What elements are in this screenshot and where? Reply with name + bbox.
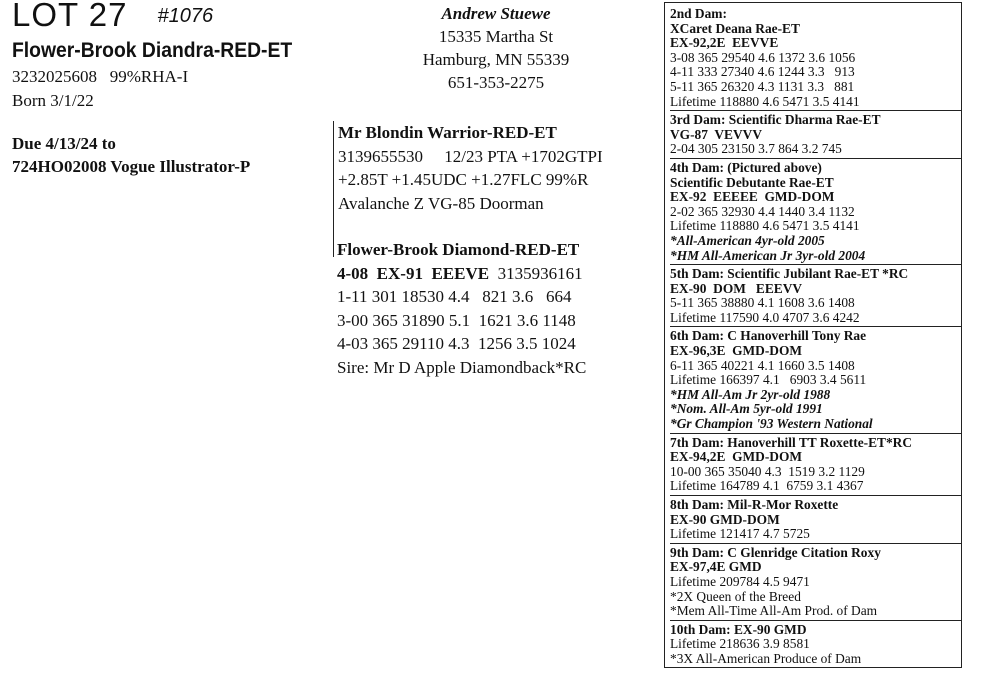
sire-name: Mr Blondin Warrior-RED-ET xyxy=(338,123,557,142)
dam-section xyxy=(670,546,961,621)
sire-line-3: Avalanche Z VG-85 Doorman xyxy=(338,193,544,213)
animal-name: Flower-Brook Diandra-RED-ET xyxy=(12,39,293,62)
dam-section xyxy=(670,436,961,496)
dam-section-title: 8th Dam: Mil-R-Mor Roxette xyxy=(670,497,839,512)
dam-section-line: *Mem All-Time All-Am Prod. of Dam xyxy=(670,603,878,619)
dam-section-title: 2nd Dam: xyxy=(670,6,727,21)
dam-record: 3-00 365 31890 5.1 1621 3.6 1148 xyxy=(337,310,576,330)
dam-section-line: 10-00 365 35040 4.3 1519 3.2 1129 xyxy=(670,463,865,479)
dam-section-line: EX-96,3E GMD-DOM xyxy=(670,343,803,359)
dam-section-title: 4th Dam: (Pictured above) xyxy=(670,159,822,175)
dam-classification: 4-08 EX-91 EEEVE xyxy=(337,263,490,283)
dam-section-line: 6-11 365 40221 4.1 1660 3.5 1408 xyxy=(670,357,855,373)
dam-section-line: EX-92,2E EEVVE xyxy=(670,35,779,51)
dam-section-line: 2-04 305 23150 3.7 864 3.2 745 xyxy=(670,141,842,157)
due-date: Due 4/13/24 to xyxy=(12,134,116,153)
dam-section-title: 9th Dam: C Glenridge Citation Roxy xyxy=(670,544,881,560)
dam-section xyxy=(670,113,961,159)
dam-section-line: 3-08 365 29540 4.6 1372 3.6 1056 xyxy=(670,49,856,65)
dam-section xyxy=(670,161,961,265)
dam-section-line: Lifetime 118880 4.6 5471 3.5 4141 xyxy=(670,218,860,234)
dam-section-line: *Gr Champion '93 Western National xyxy=(670,416,873,432)
dam-section-line: Lifetime 117590 4.0 4707 3.6 4242 xyxy=(670,309,860,325)
dam-section-line: 5-11 365 26320 4.3 1131 3.3 881 xyxy=(670,78,855,94)
animal-registration: 3232025608 99%RHA-I xyxy=(12,67,189,86)
dam-section-line: *HM All-Am Jr 2yr-old 1988 xyxy=(670,386,831,402)
dam-section xyxy=(670,7,961,111)
dam-section xyxy=(670,623,961,668)
dam-section-line: EX-97,4E GMD xyxy=(670,559,762,575)
dam-block xyxy=(337,238,657,379)
service-sire: 724HO02008 Vogue Illustrator-P xyxy=(12,157,251,176)
dam-section-title: 7th Dam: Hanoverhill TT Roxette-ET*RC xyxy=(670,434,913,450)
consignor-block xyxy=(400,2,592,94)
dam-section-line: Lifetime 121417 4.7 5725 xyxy=(670,526,810,542)
dam-section xyxy=(670,267,961,327)
dam-section-line: Lifetime 164789 4.1 6759 3.1 4367 xyxy=(670,478,864,494)
dam-section-line: *All-American 4yr-old 2005 xyxy=(670,232,825,248)
dam-section-line: EX-94,2E GMD-DOM xyxy=(670,449,803,465)
consignor-name: Andrew Stuewe xyxy=(441,4,551,23)
lot-number: #1076 xyxy=(157,5,214,27)
dam-registration: 3135936161 xyxy=(489,263,583,283)
dam-section-line: EX-92 EEEEE GMD-DOM xyxy=(670,189,835,205)
animal-born-date: Born 3/1/22 xyxy=(12,91,94,110)
dam-section-line: VG-87 VEVVV xyxy=(670,126,763,142)
consignor-street: 15335 Martha St xyxy=(438,27,554,46)
sire-line-2: +2.85T +1.45UDC +1.27FLC 99%R xyxy=(338,170,589,189)
dam-section xyxy=(670,498,961,544)
dam-section-line: XCaret Deana Rae-ET xyxy=(670,20,800,36)
dam-section-line: 2-02 365 32930 4.4 1440 3.4 1132 xyxy=(670,203,855,219)
dam-sire: Sire: Mr D Apple Diamondback*RC xyxy=(337,357,587,377)
consignor-city: Hamburg, MN 55339 xyxy=(422,50,570,69)
dam-section-line: Lifetime 209784 4.5 9471 xyxy=(670,573,810,589)
dam-section-line: Lifetime 218636 3.9 8581 xyxy=(670,636,810,652)
lot-heading xyxy=(12,0,213,34)
dam-section-line: EX-90 GMD-DOM xyxy=(670,511,780,527)
dam-section-title: 10th Dam: EX-90 GMD xyxy=(670,621,807,637)
dam-name: Flower-Brook Diamond-RED-ET xyxy=(337,240,580,259)
dam-section-line: *Nom. All-Am 5yr-old 1991 xyxy=(670,401,823,417)
dam-section-title: 3rd Dam: Scientific Dharma Rae-ET xyxy=(670,112,881,128)
dam-section-line: *HM All-American Jr 3yr-old 2004 xyxy=(670,247,866,263)
dam-section-line: EX-90 DOM EEEVV xyxy=(670,280,803,296)
dam-section-line: Lifetime 166397 4.1 6903 3.4 5611 xyxy=(670,372,867,388)
maternal-lineage-box xyxy=(664,2,962,668)
dam-classification-line xyxy=(337,262,657,286)
dam-section-line: Scientific Debutante Rae-ET xyxy=(670,174,834,190)
dam-section-line: 5-11 365 38880 4.1 1608 3.6 1408 xyxy=(670,295,855,311)
dam-record: 1-11 301 18530 4.4 821 3.6 664 xyxy=(337,287,572,306)
sire-block xyxy=(333,121,658,257)
dam-section-line: *3X All-American Produce of Dam xyxy=(670,650,862,666)
dam-section xyxy=(670,329,961,433)
dam-section-title: 5th Dam: Scientific Jubilant Rae-ET *RC xyxy=(670,266,909,282)
sire-line-1: 3139655530 12/23 PTA +1702GTPI xyxy=(338,146,603,166)
lot-title: LOT 27 xyxy=(12,0,128,33)
consignor-phone: 651-353-2275 xyxy=(447,73,545,92)
dam-record: 4-03 365 29110 4.3 1256 3.5 1024 xyxy=(337,334,576,353)
dam-section-line: Lifetime 118880 4.6 5471 3.5 4141 xyxy=(670,93,860,109)
dam-section-line: *2X Queen of the Breed xyxy=(670,588,801,604)
dam-section-line: 4-11 333 27340 4.6 1244 3.3 913 xyxy=(670,64,855,80)
dam-section-title: 6th Dam: C Hanoverhill Tony Rae xyxy=(670,328,867,344)
